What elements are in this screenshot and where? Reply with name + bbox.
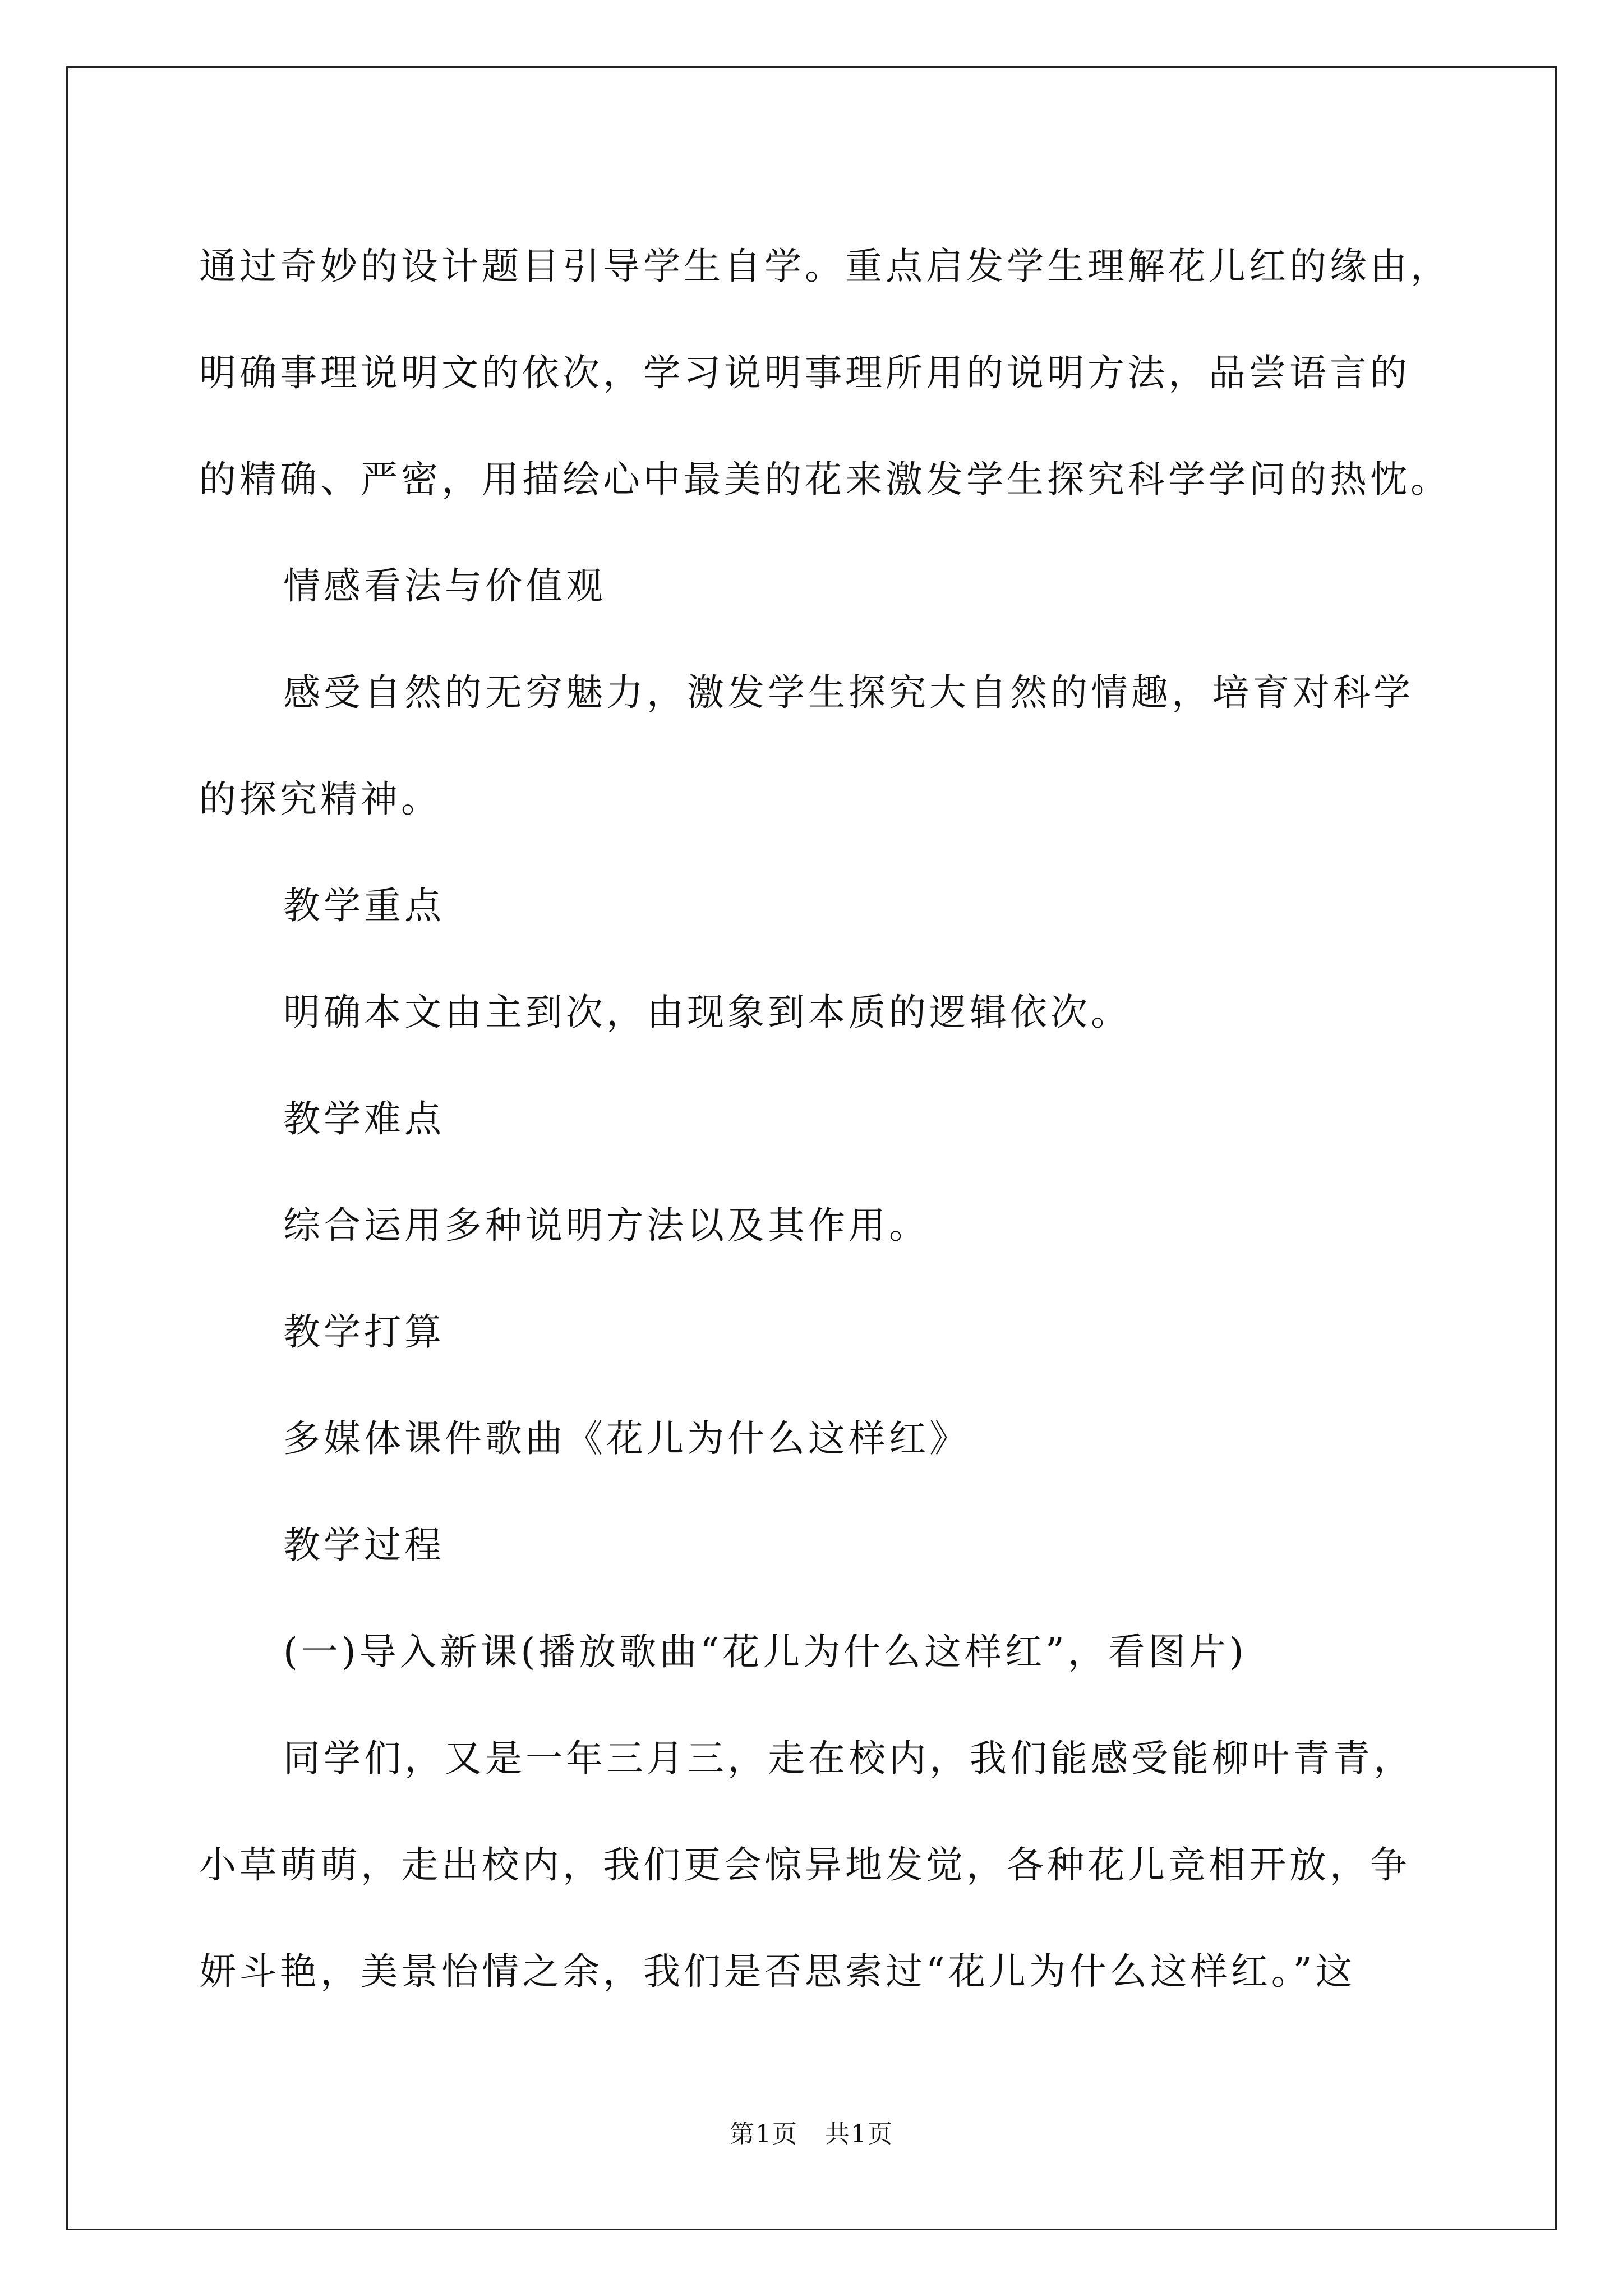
section-heading: 教学重点 [283, 884, 445, 927]
document-body [199, 213, 1451, 2025]
paragraph-line: 小草萌萌，走出校内，我们更会惊异地发觉，各种花儿竞相开放，争 [199, 1843, 1410, 1887]
paragraph-line: 感受自然的无穷魅力，激发学生探究大自然的情趣，培育对科学 [283, 671, 1414, 714]
paragraph-line: 多媒体课件歌曲《花儿为什么这样红》 [283, 1417, 970, 1460]
section-heading: 教学过程 [283, 1524, 445, 1567]
paragraph-line: (一)导入新课(播放歌曲“花儿为什么这样红”，看图片) [283, 1630, 1247, 1673]
paragraph-line: 妍斗艳，美景怡情之余，我们是否思索过“花儿为什么这样红。”这 [199, 1950, 1356, 1993]
section-heading: 教学难点 [283, 1097, 445, 1140]
paragraph-line: 的精确、严密，用描绘心中最美的花来激发学生探究科学学问的热忱。 [199, 458, 1451, 501]
paragraph-line: 通过奇妙的设计题目引导学生自学。重点启发学生理解花儿红的缘由， [199, 245, 1451, 288]
page-number-footer: 第1页 共1页 [730, 2120, 893, 2148]
paragraph-line: 综合运用多种说明方法以及其作用。 [283, 1204, 929, 1247]
paragraph-line: 明确本文由主到次，由现象到本质的逻辑依次。 [283, 991, 1131, 1034]
paragraph-line: 的探究精神。 [199, 777, 441, 821]
section-heading: 教学打算 [283, 1310, 445, 1354]
section-heading: 情感看法与价值观 [283, 564, 606, 608]
paragraph-line: 同学们，又是一年三月三，走在校内，我们能感受能柳叶青青， [283, 1737, 1414, 1780]
paragraph-line: 明确事理说明文的依次，学习说明事理所用的说明方法，品尝语言的 [199, 351, 1410, 394]
